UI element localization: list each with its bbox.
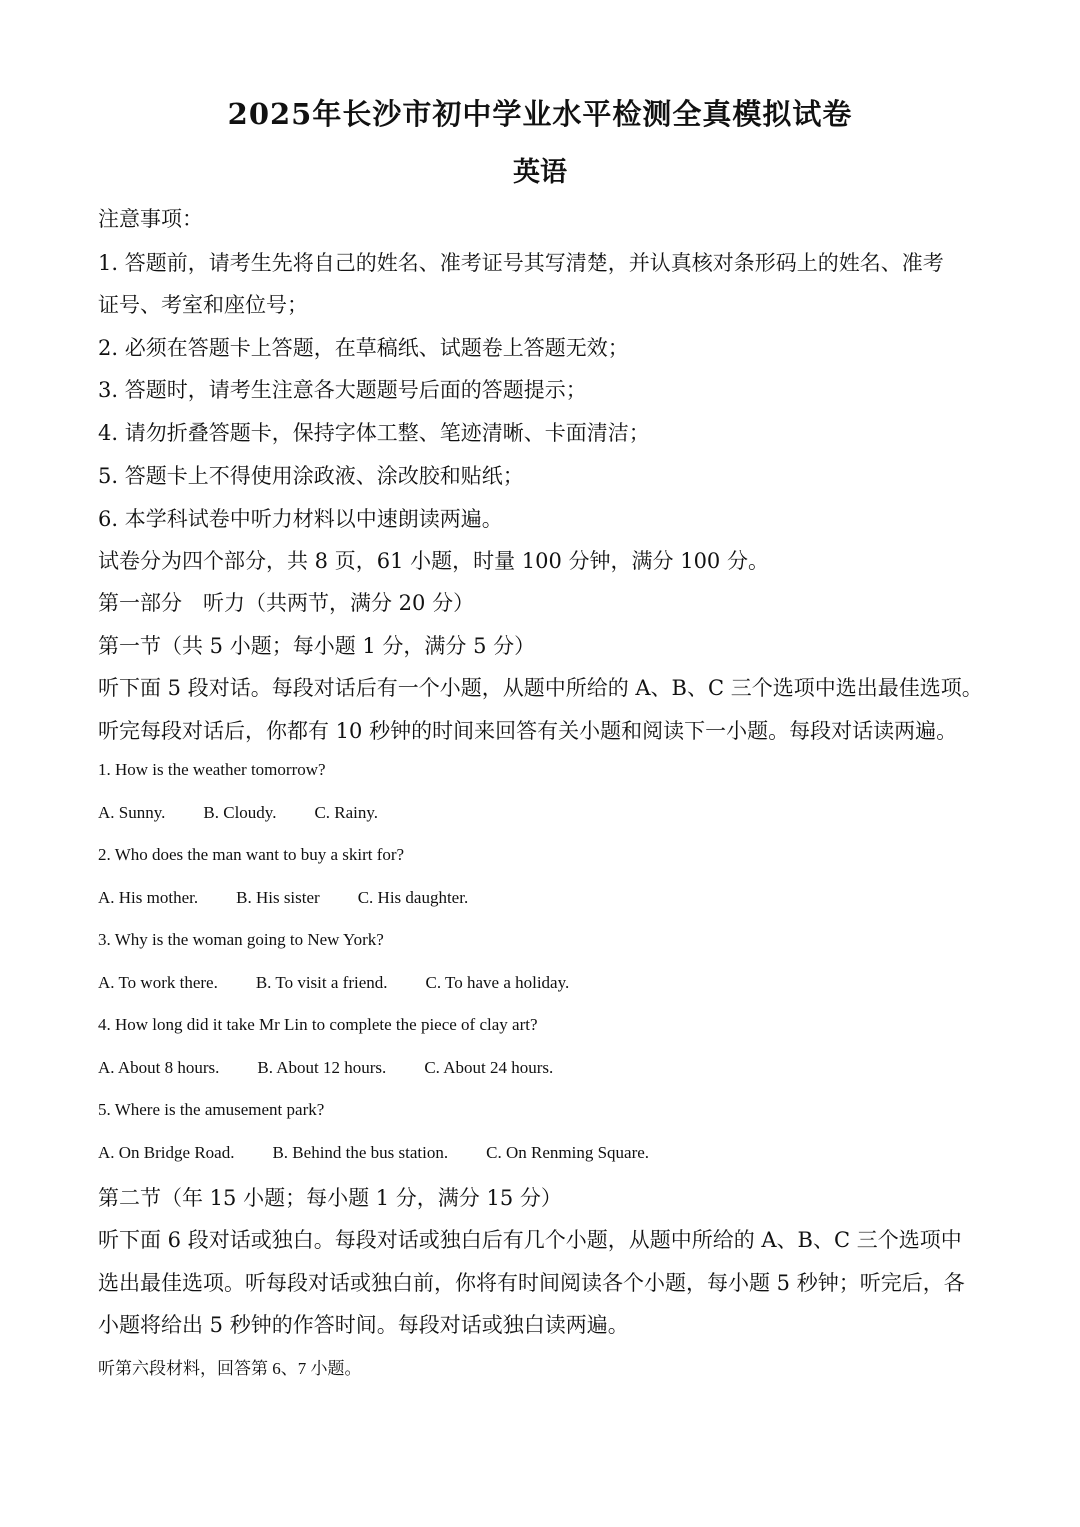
note-item: 3. 答题时，请考生注意各大题题号后面的答题提示； xyxy=(98,378,587,402)
note-item: 6. 本学科试卷中听力材料以中速朗读两遍。 xyxy=(98,507,503,531)
option-b: B. Cloudy. xyxy=(203,803,277,822)
section2-heading: 第二节（年 15 小题；每小题 1 分，满分 15 分） xyxy=(98,1186,562,1210)
question-2: 2. Who does the man want to buy a skirt for? xyxy=(98,845,405,864)
section1-instruction: 听完每段对话后，你都有 10 秒钟的时间来回答有关小题和阅读下一小题。每段对话读两遍。 xyxy=(98,719,958,743)
section2-instruction: 听下面 6 段对话或独白。每段对话或独白后有几个小题，从题中所给的 A、B、C 三个选项中 xyxy=(98,1228,962,1252)
question-3: 3. Why is the woman going to New York? xyxy=(98,930,384,949)
note-item: 1. 答题前，请考生先将自己的姓名、准考证号其写清楚，并认真核对条形码上的姓名、准考 xyxy=(98,251,944,275)
section2-instruction: 选出最佳选项。听每段对话或独白前，你将有时间阅读各个小题，每小题 5 秒钟；听完后，各 xyxy=(98,1271,965,1295)
part1-heading: 第一部分 听力（共两节，满分 20 分） xyxy=(98,591,475,615)
option-c: C. About 24 hours. xyxy=(424,1058,554,1077)
question-1: 1. How is the weather tomorrow? xyxy=(98,760,326,779)
question-5: 5. Where is the amusement park? xyxy=(98,1100,325,1119)
option-c: C. To have a holiday. xyxy=(425,973,570,992)
option-b: B. To visit a friend. xyxy=(255,973,388,992)
note-item: 5. 答题卡上不得使用涂政液、涂改胶和贴纸； xyxy=(98,464,524,488)
question-5-options xyxy=(98,1143,982,1163)
section2-instruction: 小题将给出 5 秒钟的作答时间。每段对话或独白读两遍。 xyxy=(98,1313,629,1337)
option-b: B. His sister xyxy=(236,888,320,907)
note-item: 证号、考室和座位号； xyxy=(98,293,308,317)
option-a: A. Sunny. xyxy=(98,803,166,822)
question-4: 4. How long did it take Mr Lin to complete the piece of clay art? xyxy=(98,1015,538,1034)
section1-heading: 第一节（共 5 小题；每小题 1 分，满分 5 分） xyxy=(98,634,536,658)
question-4-options xyxy=(98,1058,982,1078)
exam-summary: 试卷分为四个部分，共 8 页，61 小题，时量 100 分钟，满分 100 分。 xyxy=(98,549,769,573)
option-b: B. About 12 hours. xyxy=(257,1058,387,1077)
section1-instruction: 听下面 5 段对话。每段对话后有一个小题，从题中所给的 A、B、C 三个选项中选出最佳选项。 xyxy=(98,676,983,700)
option-a: A. To work there. xyxy=(98,973,218,992)
question-2-options xyxy=(98,888,982,908)
option-c: C. Rainy. xyxy=(314,803,379,822)
option-a: A. His mother. xyxy=(98,888,199,907)
option-a: A. On Bridge Road. xyxy=(98,1143,235,1162)
note-item: 4. 请勿折叠答题卡，保持字体工整、笔迹清晰、卡面清洁； xyxy=(98,421,650,445)
exam-title: 2025年长沙市初中学业水平检测全真模拟试卷 xyxy=(227,97,853,131)
option-b: B. Behind the bus station. xyxy=(272,1143,449,1162)
option-c: C. His daughter. xyxy=(357,888,469,907)
note-item: 2. 必须在答题卡上答题，在草稿纸、试题卷上答题无效； xyxy=(98,336,629,360)
section2-note: 听第六段材料，回答第 6、7 小题。 xyxy=(98,1359,362,1378)
question-1-options xyxy=(98,803,982,823)
notes-heading: 注意事项： xyxy=(98,207,203,231)
option-a: A. About 8 hours. xyxy=(98,1058,220,1077)
subject-title: 英语 xyxy=(513,157,567,188)
option-c: C. On Renming Square. xyxy=(486,1143,650,1162)
question-3-options xyxy=(98,973,982,993)
